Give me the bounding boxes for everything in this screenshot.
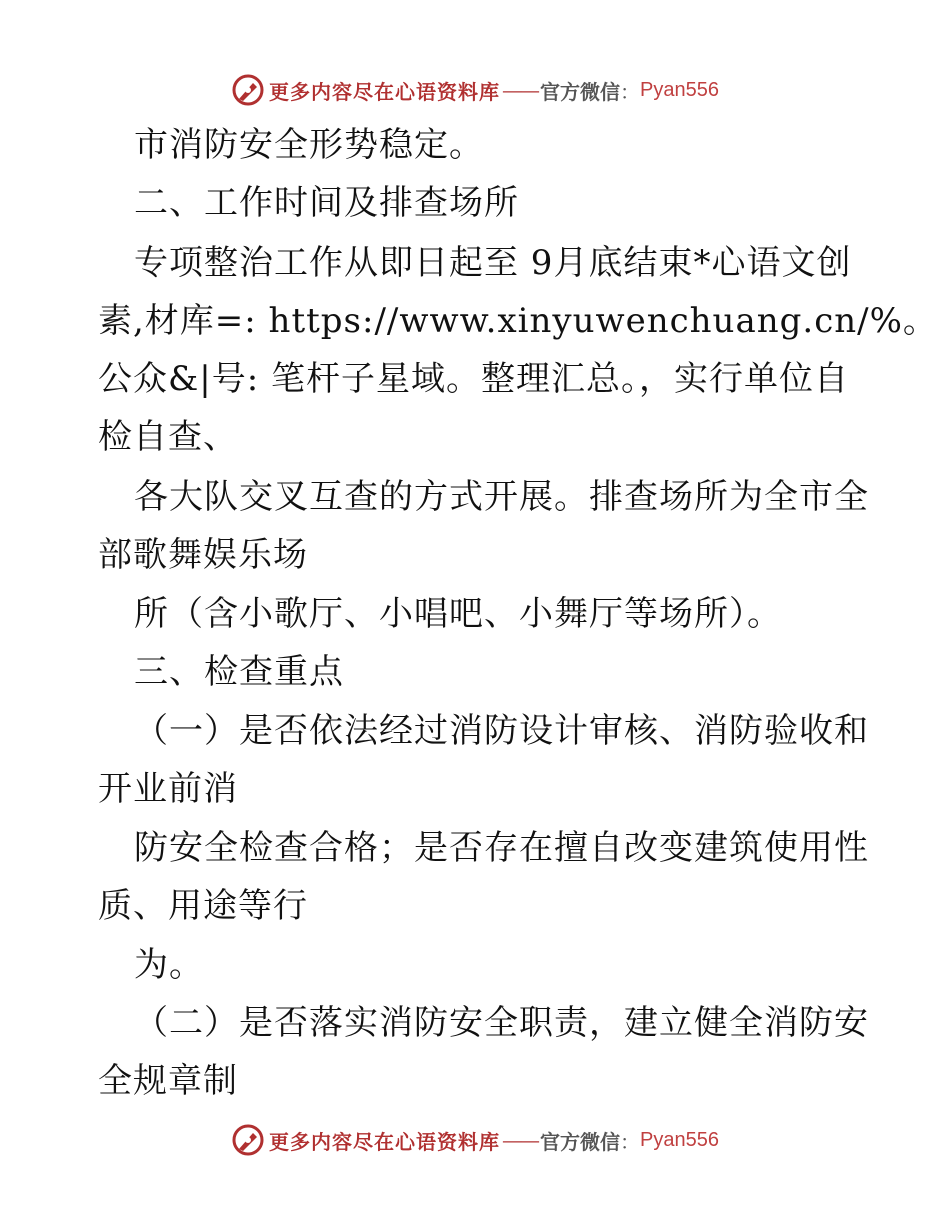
watermark-separator: —— (502, 1128, 539, 1152)
body-line: 所（含小歌厅、小唱吧、小舞厅等场所）。 (134, 594, 782, 634)
body-line: 全规章制 (98, 1061, 238, 1101)
body-line: 质、用途等行 (98, 886, 308, 926)
watermark-separator: —— (502, 78, 539, 102)
section-heading: 三、检查重点 (134, 652, 344, 692)
body-line: 公众&|号: 笔杆子星域。整理汇总。，实行单位自 (98, 359, 849, 399)
watermark-colon: ： (620, 1129, 641, 1154)
body-line: 为。 (134, 945, 204, 985)
body-line: 检自查、 (98, 417, 238, 457)
watermark-official-label: 官方微信 (540, 1129, 621, 1154)
body-line: 专项整治工作从即日起至 9月底结束*心语文创 (134, 243, 852, 283)
footer-watermark (0, 1120, 950, 1160)
body-line: 开业前消 (98, 769, 238, 809)
pen-logo-icon (231, 1123, 265, 1157)
body-line: 部歌舞娱乐场 (98, 535, 308, 575)
body-line: 防安全检查合格；是否存在擅自改变建筑使用性 (134, 828, 869, 868)
body-line: 市消防安全形势稳定。 (134, 125, 484, 165)
watermark-site-text: 更多内容尽在心语资料库 (269, 1129, 501, 1154)
body-line: 素,材库=: https://www.xinyuwenchuang.cn/%。 (98, 301, 938, 341)
pen-logo-icon (231, 73, 265, 107)
body-line: 各大队交叉互查的方式开展。排查场所为全市全 (134, 477, 869, 517)
body-line: （二）是否落实消防安全职责，建立健全消防安 (134, 1003, 869, 1043)
body-line: （一）是否依法经过消防设计审核、消防验收和 (134, 711, 869, 751)
watermark-handle: Pyan556 (640, 1128, 719, 1151)
watermark-site-text: 更多内容尽在心语资料库 (269, 79, 501, 104)
watermark-handle: Pyan556 (640, 78, 719, 101)
header-watermark (0, 70, 950, 110)
watermark-colon: ： (620, 79, 641, 104)
section-heading: 二、工作时间及排查场所 (134, 183, 519, 223)
watermark-official-label: 官方微信 (540, 79, 621, 104)
